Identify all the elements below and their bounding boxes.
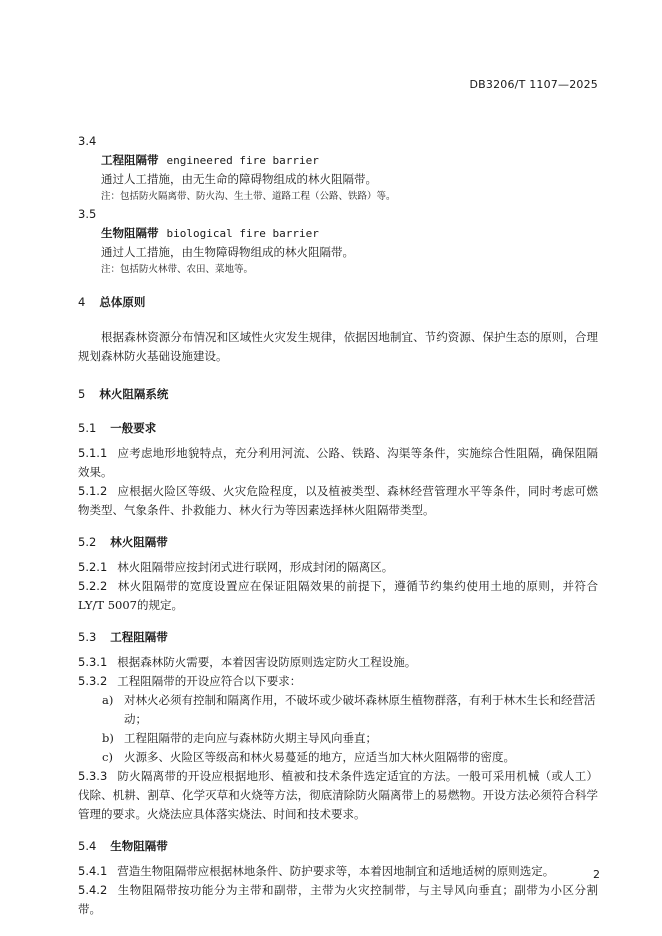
term-definition: 通过人工措施，由生物障碍物组成的林火阻隔带。 (101, 245, 354, 259)
clause-text: 生物阻隔带按功能分为主带和副带，主带为火灾控制带，与主导风向垂直；副带为小区分割带。 (78, 883, 598, 916)
list-text: 火源多、火险区等级高和林火易蔓延的地方，应适当加大林火阻隔带的密度。 (124, 750, 515, 764)
list-marker: b) (102, 731, 114, 745)
clause-number: 5.3.2 (78, 674, 108, 688)
page-number: 2 (593, 868, 600, 881)
section-title: 总体原则 (99, 295, 146, 309)
term-en: engineered fire barrier (166, 154, 319, 167)
term-cn: 工程阻隔带 (101, 153, 159, 167)
term-block-3-4 (78, 132, 598, 205)
term-number: 3.4 (78, 134, 97, 148)
subsection-number: 5.2 (78, 535, 97, 549)
section-heading-5 (78, 386, 598, 402)
page-content (78, 132, 598, 919)
clause-5-2-2 (78, 577, 598, 615)
subsection-heading-5-4 (78, 838, 598, 854)
term-note: 注：包括防火隔离带、防火沟、生土带、道路工程（公路、铁路）等。 (101, 191, 396, 202)
subsection-heading-5-2 (78, 534, 598, 550)
term-number: 3.5 (78, 207, 97, 221)
subsection-number: 5.3 (78, 630, 97, 644)
subsection-title: 工程阻隔带 (110, 630, 168, 644)
clause-5-3-3 (78, 767, 598, 824)
subsection-title: 生物阻隔带 (110, 839, 168, 853)
list-marker: c) (102, 750, 113, 764)
clause-5-3-2 (78, 672, 598, 691)
subsection-title: 林火阻隔带 (110, 535, 168, 549)
clause-5-3-1 (78, 653, 598, 672)
clause-text: 营造生物阻隔带应根据林地条件、防护要求等，本着因地制宜和适地适树的原则选定。 (117, 864, 555, 878)
term-en: biological fire barrier (166, 227, 319, 240)
clause-5-2-1 (78, 558, 598, 577)
clause-5-1-1 (78, 444, 598, 482)
section-heading-4 (78, 294, 598, 310)
subsection-heading-5-3 (78, 629, 598, 645)
list-item-b (78, 729, 598, 748)
clause-number: 5.1.1 (78, 446, 108, 460)
section-title: 林火阻隔系统 (99, 387, 169, 401)
clause-text: 根据森林防火需要，本着因害设防原则选定防火工程设施。 (117, 655, 417, 669)
list-item-a (78, 691, 598, 729)
term-cn: 生物阻隔带 (101, 226, 159, 240)
document-code: DB3206/T 1107—2025 (469, 78, 598, 91)
term-block-3-5 (78, 205, 598, 278)
term-title (101, 224, 598, 243)
subsection-number: 5.4 (78, 839, 97, 853)
term-definition: 通过人工措施，由无生命的障碍物组成的林火阻隔带。 (101, 172, 377, 186)
clause-text: 应考虑地形地貌特点，充分利用河流、公路、铁路、沟渠等条件，实施综合性阻隔，确保阻隔效果。 (78, 446, 598, 479)
section-number: 4 (78, 295, 86, 309)
clause-number: 5.3.3 (78, 769, 108, 783)
clause-5-1-2 (78, 482, 598, 520)
term-title (101, 151, 598, 170)
clause-number: 5.4.2 (78, 883, 108, 897)
clause-text: 应根据火险区等级、火灾危险程度，以及植被类型、森林经营管理水平等条件，同时考虑可燃物类型、气象条件、扑救能力、林火行为等因素选择林火阻隔带类型。 (78, 484, 598, 517)
clause-text: 林火阻隔带应按封闭式进行联网，形成封闭的隔离区。 (117, 560, 394, 574)
list-marker: a) (102, 693, 114, 707)
list-text: 工程阻隔带的走向应与森林防火期主导风向垂直； (124, 731, 377, 745)
clause-5-4-2 (78, 881, 598, 919)
clause-text: 工程阻隔带的开设应符合以下要求： (117, 674, 302, 688)
clause-number: 5.2.2 (78, 579, 108, 593)
term-note: 注：包括防火林带、农田、菜地等。 (101, 264, 254, 275)
subsection-title: 一般要求 (110, 421, 157, 435)
clause-number: 5.2.1 (78, 560, 108, 574)
section-4-paragraph: 根据森林资源分布情况和区域性火灾发生规律，依据因地制宜、节约资源、保护生态的原则，合理规划森林防火基础设施建设。 (78, 330, 598, 363)
list-text: 对林火必须有控制和隔离作用，不破坏或少破坏森林原生植物群落，有利于林木生长和经营活动； (124, 693, 596, 726)
clause-number: 5.4.1 (78, 864, 108, 878)
clause-text: 林火阻隔带的宽度设置应在保证阻隔效果的前提下，遵循节约集约使用土地的原则，并符合LY/T 5007的规定。 (78, 579, 598, 612)
clause-number: 5.1.2 (78, 484, 108, 498)
clause-number: 5.3.1 (78, 655, 108, 669)
subsection-heading-5-1 (78, 420, 598, 436)
clause-5-4-1 (78, 862, 598, 881)
section-number: 5 (78, 387, 86, 401)
clause-text: 防火隔离带的开设应根据地形、植被和技术条件选定适宜的方法。一般可采用机械（或人工）伐除、机耕、割草、化学灭草和火烧等方法，彻底清除防火隔离带上的易燃物。开设方法必须符合科学管理的要求。火烧法应具体落实烧法、时间和技术要求。 (78, 769, 598, 821)
list-item-c (78, 748, 598, 767)
subsection-number: 5.1 (78, 421, 97, 435)
